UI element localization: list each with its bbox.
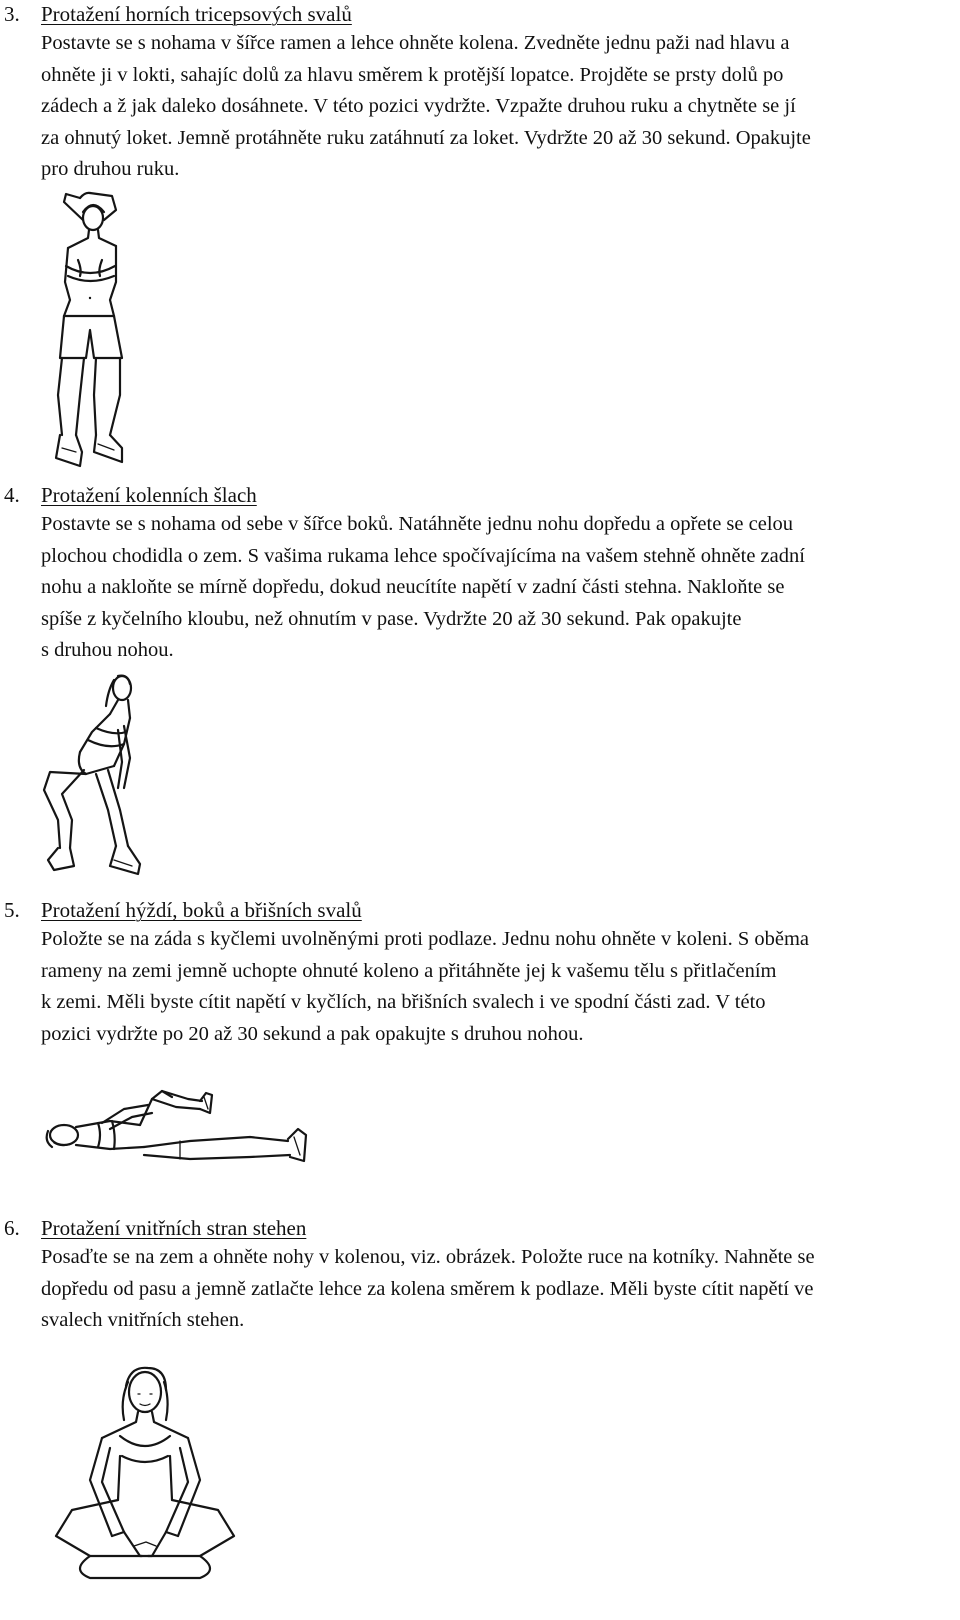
standing-hamstring-stretch-illustration [38, 670, 146, 885]
body-line: plochou chodidla o zem. S vašima rukama lehce spočívajícíma na vašem stehně ohněte zadní [41, 544, 805, 567]
section-heading [0, 481, 960, 509]
body-line: dopředu od pasu a jemně zatlačte lehce za kolena směrem k podlaze. Měli byste cítit napětí ve [41, 1277, 814, 1300]
body-line: spíše z kyčelního kloubu, než ohnutím v pase. Vydržte 20 až 30 sekund. Pak opakujte [41, 607, 742, 630]
section-heading [0, 0, 960, 28]
body-line: pro druhou ruku. [41, 158, 180, 180]
section-title: Protažení vnitřních stran stehen [41, 1216, 307, 1240]
section-number: 5. [4, 898, 20, 922]
body-line: nohu a nakloňte se mírně dopředu, dokud neucítíte napětí v zadní části stehna. Nakloňte se [41, 576, 785, 598]
body-line: za ohnutý loket. Jemně protáhněte ruku zatáhnutí za loket. Vydržte 20 až 30 sekund. Opakujte [41, 126, 811, 149]
body-line: ohněte ji v lokti, sahajíc dolů za hlavu směrem k protější lopatce. Projděte se prsty dolů po [41, 63, 784, 86]
seated-butterfly-stretch-illustration [50, 1360, 240, 1585]
section-number: 3. [4, 2, 20, 26]
body-line: rameny na zemi jemně uchopte ohnuté koleno a přitáhněte jej k vašemu tělu s přitlačením [41, 959, 777, 982]
body-line: Položte se na záda s kyčlemi uvolněnými proti podlaze. Jednu nohu ohněte v koleni. S oběma [41, 928, 809, 950]
section-body [41, 924, 941, 1050]
body-line: pozici vydržte po 20 až 30 sekund a pak opakujte s druhou nohou. [41, 1022, 584, 1045]
section-body [41, 1242, 941, 1337]
section-title: Protažení kolenních šlach [41, 483, 257, 507]
section-heading [0, 896, 960, 924]
body-line: Posaďte se na zem a ohněte nohy v kolenou, viz. obrázek. Položte ruce na kotníky. Nahněte se [41, 1246, 815, 1268]
section-body [41, 28, 941, 186]
body-line: k zemi. Měli byste cítit napětí v kyčlích, na břišních svalech i ve spodní části zad. V této [41, 991, 766, 1013]
section-body [41, 509, 941, 667]
body-line: svalech vnitřních stehen. [41, 1309, 245, 1331]
body-line: s druhou nohou. [41, 639, 174, 661]
body-line: Postavte se s nohama od sebe v šířce boků. Natáhněte jednu nohu dopředu a opřete se celou [41, 513, 794, 535]
lying-knee-to-chest-stretch-illustration [40, 1085, 310, 1170]
section-number: 4. [4, 483, 20, 507]
section-number: 6. [4, 1216, 20, 1240]
body-line: zádech a ž jak daleko dosáhnete. V této pozici vydržte. Vzpažte druhou ruku a chytněte se jí [41, 95, 796, 117]
section-heading [0, 1214, 960, 1242]
section-title: Protažení hýždí, boků a břišních svalů [41, 898, 362, 922]
standing-triceps-stretch-illustration [50, 190, 130, 475]
body-line: Postavte se s nohama v šířce ramen a lehce ohněte kolena. Zvedněte jednu paži nad hlavu a [41, 32, 790, 54]
section-title: Protažení horních tricepsových svalů [41, 2, 352, 26]
